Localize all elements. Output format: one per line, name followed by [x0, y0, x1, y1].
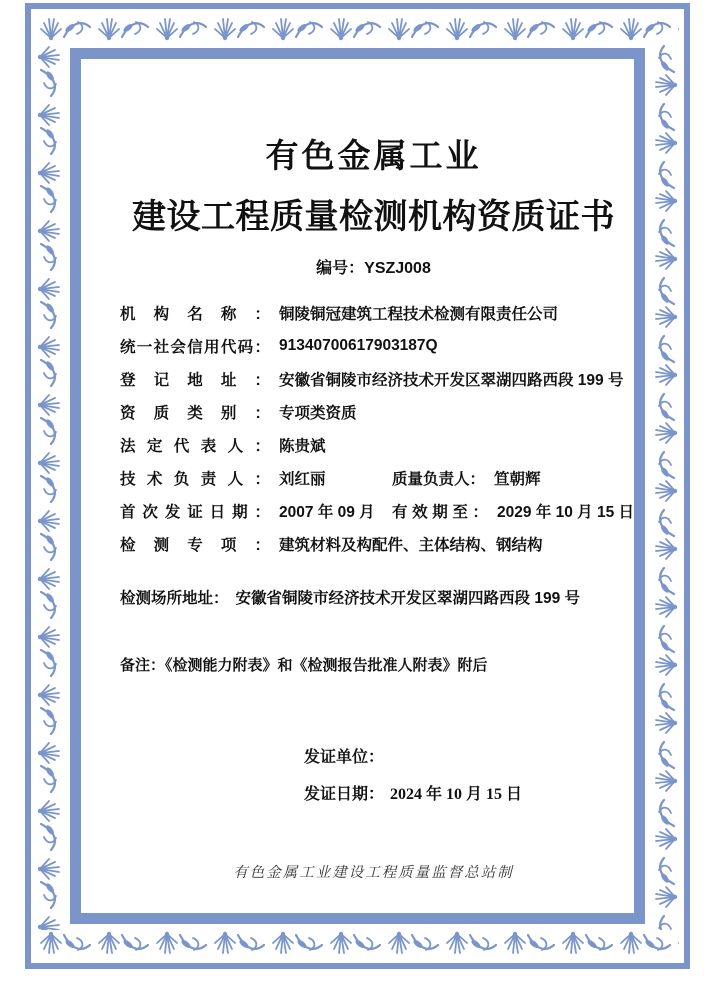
serial-value: YSZJ008 [364, 260, 431, 277]
site-label: 检测场所地址： [120, 590, 229, 607]
field-label: 检测专项： [120, 536, 270, 554]
field-value: 专项类资质 [279, 404, 357, 422]
valid-until-group [392, 500, 634, 522]
field-row-registered-address [120, 362, 627, 395]
remark-line: 备注：《检测能力附表》和《检测报告批准人附表》附后 [120, 657, 488, 674]
issuing-unit-line: 发证单位： [304, 749, 385, 766]
technical-director-group [120, 467, 392, 489]
issue-date-line [304, 785, 627, 805]
serial-number-line [120, 260, 627, 278]
site-value: 安徽省铜陵市经济技术开发区翠湖四路西段 199 号 [235, 590, 580, 607]
field-row-credit-code [120, 329, 627, 362]
field-value: 建筑材料及构配件、主体结构、钢结构 [279, 536, 543, 554]
issuance-block [304, 748, 627, 805]
field-value2: 笪朝辉 [494, 470, 541, 488]
field-label2: 质量负责人： [392, 470, 486, 488]
certificate-title-line1: 有色金属工业 [265, 137, 482, 174]
field-value: 铜陵铜冠建筑工程技术检测有限责任公司 [279, 305, 559, 323]
field-label: 技术负责人： [120, 470, 270, 488]
inspection-site-address-row [120, 586, 627, 608]
field-label: 法定代表人： [120, 437, 270, 455]
field-row-qualification-category [120, 395, 627, 428]
field-value: 陈贵斌 [279, 437, 326, 455]
issue-date-label: 发证日期： [304, 786, 385, 803]
field-row-inspection-specialties [120, 527, 627, 560]
quality-director-group [392, 467, 541, 489]
field-label: 首次发证日期： [120, 503, 270, 521]
field-row-issue-validity [120, 494, 634, 527]
field-rows [120, 296, 634, 560]
first-issue-date-group [120, 500, 392, 522]
border-ornament-right [651, 42, 679, 930]
border-ornament-bottom [36, 930, 679, 958]
field-value2: 2029 年 10 月 15 日 [497, 503, 634, 521]
field-row-org-name [120, 296, 627, 329]
border-ornament-left [36, 42, 64, 930]
field-label2: 有效期至： [392, 503, 488, 521]
field-label: 统一社会信用代码： [120, 338, 270, 356]
field-row-legal-representative [120, 428, 627, 461]
certificate-title-line2: 建设工程质量检测机构资质证书 [132, 198, 615, 236]
field-value: 91340700617903187Q [279, 336, 438, 354]
certificate-content [82, 60, 633, 912]
field-label: 资质类别： [120, 404, 270, 422]
issuing-authority-footer: 有色金属工业建设工程质量监督总站制 [233, 865, 514, 881]
issue-date-value: 2024 年 10 月 15 日 [390, 786, 523, 803]
field-value: 安徽省铜陵市经济技术开发区翠湖四路西段 199 号 [279, 371, 624, 389]
field-value: 刘红丽 [279, 470, 326, 488]
field-row-responsible-persons [120, 461, 627, 494]
field-value: 2007 年 09 月 [279, 503, 375, 521]
border-ornament-top [36, 14, 679, 42]
field-label: 机构名称： [120, 305, 270, 323]
field-label: 登记地址： [120, 371, 270, 389]
serial-label: 编号： [316, 260, 365, 277]
